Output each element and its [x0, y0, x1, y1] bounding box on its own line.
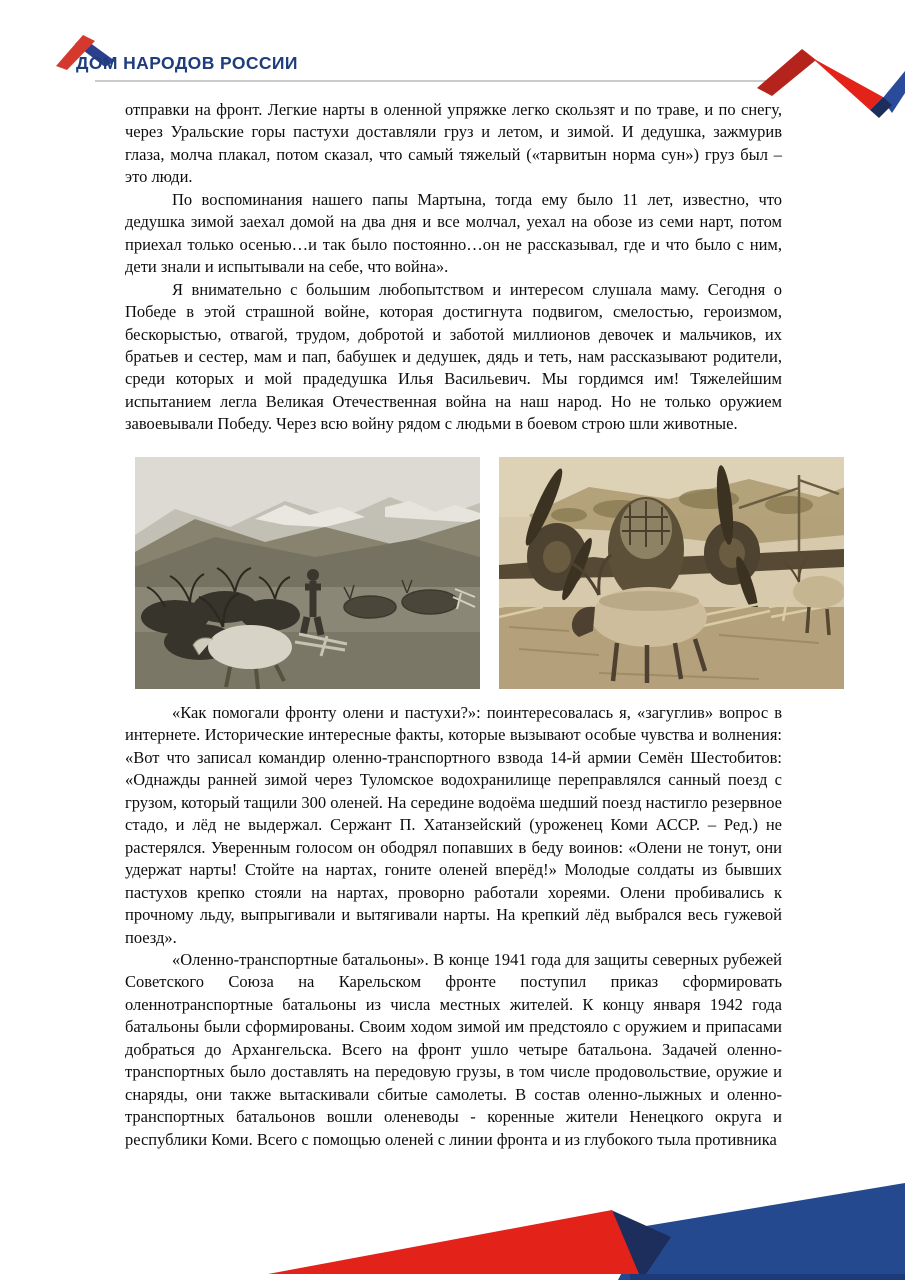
paragraph: «Оленно-транспортные батальоны». В конце 1941 года для защиты северных рубежей Советского Союза на Карельском фронте поступил приказ сформировать оленнотранспортные батальоны из числа местных жителей. К концу января 1942 года батальоны были сформированы. Своим ходом зимой им предстояло с оружием и припасами добраться до Архангельска. Всего на фронт ушло четыре батальона. Задачей оленно-транспортных было доставлять на передовую грузы, в том числе продовольствие, оружие и снаряды, они также вытаскивали сбитые самолеты. В состав оленно-лыжных и оленно-транспортных батальонов вошли оленеводы - коренные жители Ненецкого округа и республики Коми. Всего с помощью оленей с линии фронта и из глубокого тыла противника — [125, 949, 782, 1149]
logo-text: ДОМ НАРОДОВ РОССИИ — [76, 53, 298, 73]
article-text-bottom — [125, 702, 782, 1151]
paragraph: Я внимательно с большим любопытством и интересом слушала маму. Сегодня о Победе в этой страшной войне, которая достигнута подвигом, смелостью, героизмом, бескорыстью, отвагой, трудом, добротой и заботой миллионов девочек и мальчиков, их братьев и сестер, мам и пап, бабушек и дедушек, дядь и теть, нам рассказывают родители, среди которых и мой прадедушка Илья Васильевич. Мы гордимся им! Тяжелейшим испытанием легла Великая Отечественная война на наш народ. Но не только оружием завоевывали Победу. Через всю войну рядом с людьми в боевом строю шли животные. — [125, 279, 782, 434]
paragraph: По воспоминания нашего папы Мартына, тогда ему было 11 лет, известно, что дедушка зимой заехал домой на два дня и все молчал, уехал на обозе из семи нарт, потом приехал только осенью…и так было постоянно…он не рассказывал, где и что было с ним, дети знали и испытывали на себе, что война». — [125, 189, 782, 277]
header-logo — [52, 29, 312, 79]
header-divider — [95, 80, 767, 82]
paragraph: «Как помогали фронту олени и пастухи?»: поинтересовалась я, «загуглив» вопрос в интернете. Исторические интересные факты, которые вызывают особые чувства и волнения: «Вот что записал командир оленно-транспортного взвода 14-й армии Семён Шестобитов: «Однажды ранней зимой через Туломское водохранилище переправлялся санный поезд с грузом, который тащили 300 оленей. На середине водоёма шедший поезд настигло резервное стадо, и лёд не выдержал. Сержант П. Хатанзейский (уроженец Коми АССР. – Ред.) не растерялся. Уверенным голосом он ободрял попавших в беду воинов: «Олени не тонут, они удержат нарты! Стойте на нартах, гоните оленей вперёд!» Молодые солдаты из бывших пастухов крепко стояли на нартах, проворно работали хореями. Олени пробивались к прочному льду, выпрыгивали и вытягивали нарты. На крепкий лёд выбрался весь гужевой поезд». — [125, 703, 782, 947]
footer-ribbon-decoration — [0, 1170, 905, 1280]
reindeer-caravan-photo — [135, 457, 480, 689]
reindeer-aircraft-photo — [499, 457, 844, 689]
photo-row — [135, 457, 845, 689]
paragraph: отправки на фронт. Легкие нарты в оленной упряжке легко скользят и по траве, и по снегу, через Уральские горы пастухи доставляли груз и летом, и зимой. И дедушка, зажмурив глаза, молча плакал, потом сказал, что самый тяжелый («тарвитын норма сун») груз был – это люди. — [125, 100, 782, 187]
article-text-top — [125, 99, 782, 436]
